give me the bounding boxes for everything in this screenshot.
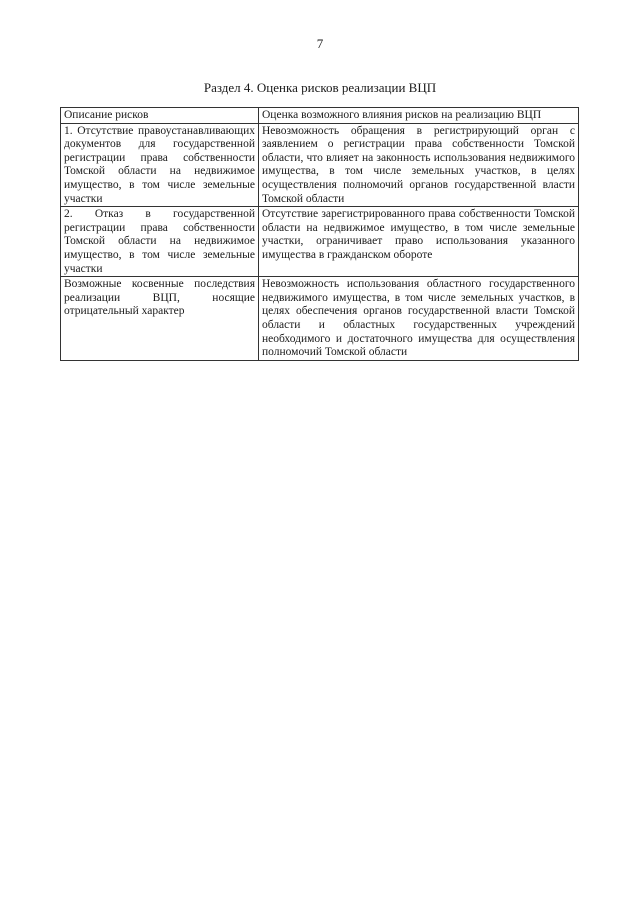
header-risk-description: Описание рисков bbox=[61, 108, 259, 124]
risk-impact-cell: Отсутствие зарегистрированного права собственности Томской области на недвижимое имущество, в том числе земельные участки, ограничивает право использования указанного имущества в гражданском обороте bbox=[259, 207, 579, 277]
risk-impact-cell: Невозможность использования областного государственного недвижимого имущества, в том числе земельных участков, в целях обеспечения органов государственной власти Томской области и областных государственных учреждений необходимого и достаточного имущества для осуществления полномочий Томской области bbox=[259, 277, 579, 361]
header-risk-impact: Оценка возможного влияния рисков на реализацию ВЦП bbox=[259, 108, 579, 124]
risk-description-cell: 2. Отказ в государственной регистрации права собственности Томской области на недвижимое имущество, в том числе земельные участки bbox=[61, 207, 259, 277]
risk-description-cell: 1. Отсутствие правоустанавливающих документов для государственной регистрации права собственности Томской области на недвижимое имущество, в том числе земельные участки bbox=[61, 123, 259, 207]
table-row bbox=[61, 277, 579, 361]
risk-assessment-table bbox=[60, 107, 579, 361]
table-row bbox=[61, 123, 579, 207]
table-header-row bbox=[61, 108, 579, 124]
table-row bbox=[61, 207, 579, 277]
risk-impact-cell: Невозможность обращения в регистрирующий орган с заявлением о регистрации права собственности Томской области, что влияет на законность использования недвижимого имущества, в том числе земельных участков, в целях осуществления полномочий органов государственной власти Томской области bbox=[259, 123, 579, 207]
risk-description-cell: Возможные косвенные последствия реализации ВЦП, носящие отрицательный характер bbox=[61, 277, 259, 361]
page-number: 7 bbox=[316, 36, 324, 51]
section-title: Раздел 4. Оценка рисков реализации ВЦП bbox=[203, 80, 437, 95]
